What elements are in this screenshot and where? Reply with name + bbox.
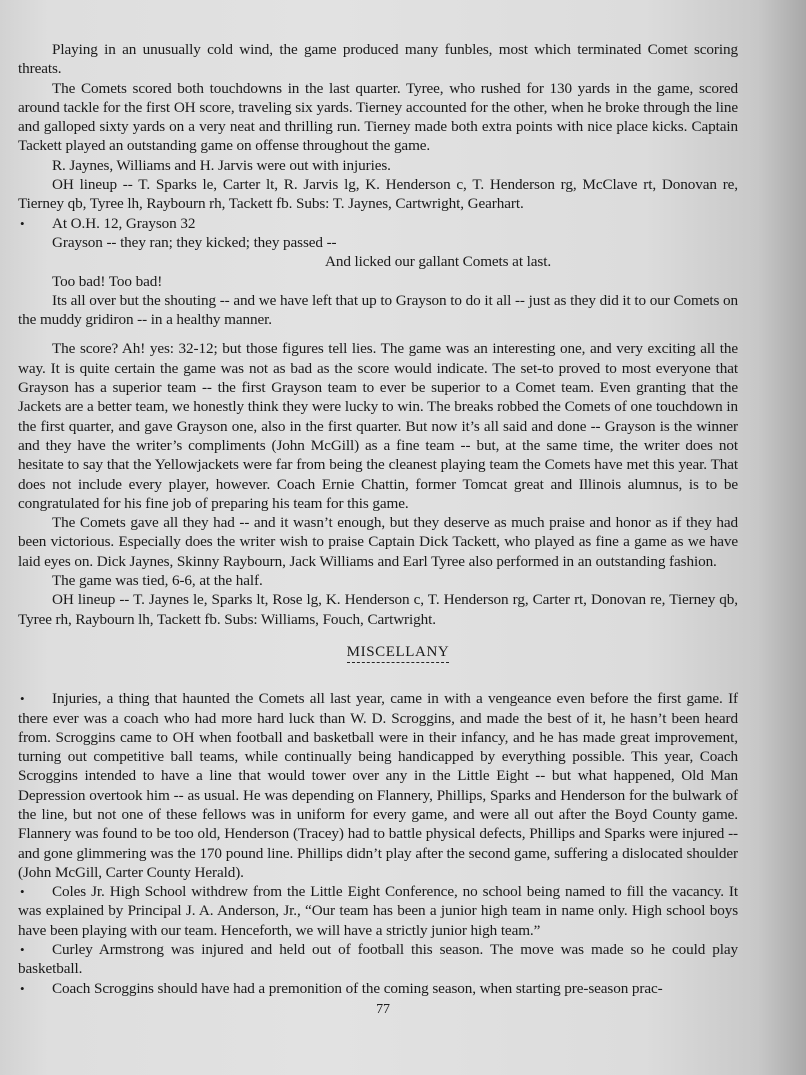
misc-item-text: Coles Jr. High School withdrew from the Little Eight Conference, no school being named to fill the vacancy. It was explained by Principal J. A. Anderson, Jr., “Our team has been a junior high team in name only. High school boys have been playing with our team. Henceforth, we will have a strictly junior high team.” [18, 883, 738, 939]
paragraph-injuries-out: R. Jaynes, Williams and H. Jarvis were out with injuries. [52, 156, 391, 174]
misc-item-text: Curley Armstrong was injured and held out of football this season. The move was made so he could play basketball. [18, 941, 738, 978]
verse-line-3: Too bad! Too bad! [52, 272, 163, 290]
paragraph-lineup-2: OH lineup -- T. Jaynes le, Sparks lt, Rose lg, K. Henderson c, T. Henderson rg, Carter rt, Donovan re, Tierney qb, Tyree rh, Raybourn lh, Tackett fb. Subs: Williams, Fouch, Cartwright. [18, 591, 738, 628]
verse-line-2: And licked our gallant Comets at last. [324, 253, 552, 271]
misc-item-armstrong [18, 940, 738, 979]
paragraph-gap [18, 329, 738, 339]
paragraph-halftime: The game was tied, 6-6, at the half. [52, 572, 263, 590]
game-headline [18, 214, 738, 233]
paragraph-lineup-1: OH lineup -- T. Sparks le, Carter lt, R. Jarvis lg, K. Henderson c, T. Henderson rg, McClave rt, Donovan re, Tierney qb, Tyree lh, Raybourn rh, Tackett fb. Subs: T. Jaynes, Cartwright, Gearhart. [18, 176, 738, 213]
misc-item-premonition [18, 979, 738, 998]
paragraph-cold-wind: Playing in an unusually cold wind, the game produced many funbles, most which terminated Comet scoring threats. [18, 41, 738, 78]
misc-item-injuries [18, 689, 738, 882]
paragraph-shouting: Its all over but the shouting -- and we have left that up to Grayson to do it all -- just as they did it to our Comets on the muddy gridiron -- in a healthy manner. [18, 291, 738, 329]
misc-item-coles [18, 882, 738, 940]
section-heading: MISCELLANY [346, 643, 450, 660]
paragraph-score: The score? Ah! yes: 32-12; but those figures tell lies. The game was an interesting one, and very exciting all the way. It is quite certain the game was not as bad as the score would indicate. The set-to proved to most everyone that Grayson has a superior team -- the first Grayson team to ever be superior to a Comet team. Even granting that the Jackets are a better team, we honestly think they were lucky to win. The breaks robbed the Comets of one touchdown in the first quarter, and gave Grayson one, also in the first quarter. But now it’s all said and done -- Grayson is the winner and they have the writer’s compliments (John McGill) as a fine team -- but, at the same time, the writer does not hesitate to say that the Yellowjackets were far from being the cleanest playing team the Comets have met this year. That does not include every player, however. Coach Ernie Chattin, former Tomcat great and Illinois alumnus, is to be congratulated for his fine job of preparing his team for this game. [18, 340, 738, 512]
bullet-icon: • [20, 884, 25, 900]
miscellany-heading-block [18, 643, 738, 663]
bullet-icon: • [20, 980, 25, 996]
paragraph-touchdowns: The Comets scored both touchdowns in the last quarter. Tyree, who rushed for 130 yards in the game, scored around tackle for the first OH score, traveling six yards. Tierney accounted for the other, when he broke through the line and galloped sixty yards on a very neat and thrilling run. Tierney made both extra points with nice place kicks. Captain Tackett played an outstanding game on offense throughout the game. [18, 79, 738, 155]
verse-line-1: Grayson -- they ran; they kicked; they passed -- [52, 233, 337, 251]
game-headline-text: At O.H. 12, Grayson 32 [52, 214, 196, 232]
paragraph-gave-all: The Comets gave all they had -- and it wasn’t enough, but they deserve as much praise and honor as if they had been victorious. Especially does the writer wish to praise Captain Dick Tackett, who played as fine a game as we have laid eyes on. Dick Jaynes, Skinny Raybourn, Jack Williams and Earl Tyree also performed in an outstanding fashion. [18, 514, 738, 570]
page-number: 77 [376, 1001, 390, 1017]
bullet-icon: • [20, 691, 25, 707]
bullet-icon: • [20, 942, 25, 958]
misc-item-text: Coach Scroggins should have had a premonition of the coming season, when starting pre-season prac- [52, 979, 663, 997]
heading-rule [347, 662, 449, 663]
misc-item-text: Injuries, a thing that haunted the Comets all last year, came in with a vengeance even before the first game. If there ever was a coach who had more hard luck than W. D. Scroggins, and made the best of it, he hasn’t been heard from. Scroggins came to OH when football and basketball were in their infancy, and he has made great improvement, turning out competitive ball teams, while continually being handicapped by everything possible. This year, Coach Scroggins intended to have a line that would tower over any in the Little Eight -- but what happened, Old Man Depression overtook him -- as usual. He was depending on Flannery, Phillips, Sparks and Henderson for the bulwark of the line, but not one of these fellows was in uniform for every game, and were all out after the Boyd County game. Flannery was found to be too old, Henderson (Tracey) had to battle physical defects, Phillips and Sparks were injured --and gone glimmering was the 170 pound line. Phillips didn’t play after the second game, suffering a dislocated shoulder (John McGill, Carter County Herald). [18, 690, 738, 881]
bullet-icon: • [20, 215, 25, 231]
book-page [18, 40, 738, 1019]
